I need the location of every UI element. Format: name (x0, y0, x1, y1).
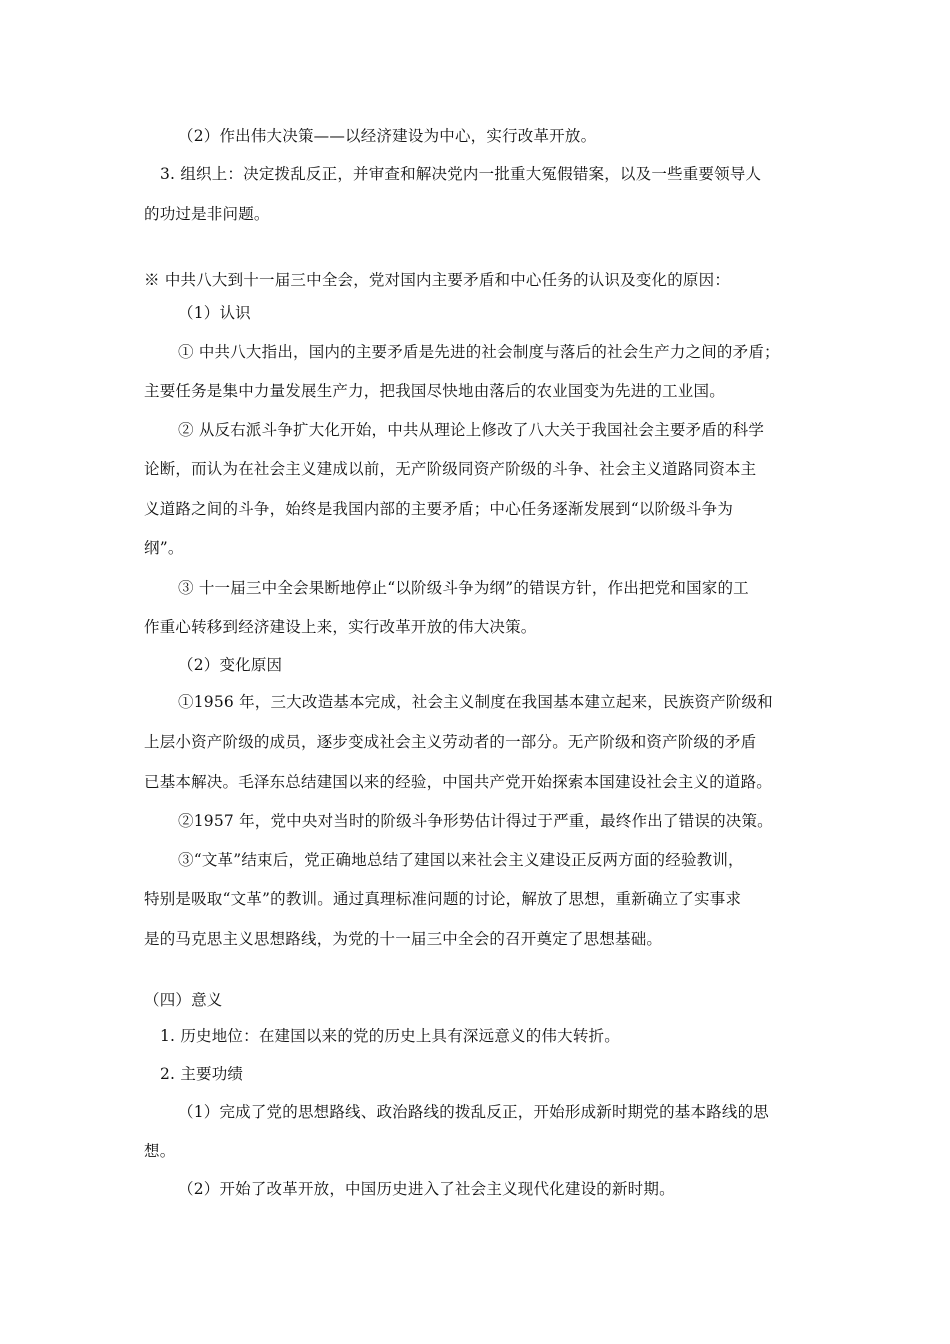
text-line: 1. 历史地位：在建国以来的党的历史上具有深远意义的伟大转折。 (160, 1027, 620, 1045)
text-line: 作重心转移到经济建设上来，实行改革开放的伟大决策。 (144, 618, 537, 636)
text-line: （2）开始了改革开放，中国历史进入了社会主义现代化建设的新时期。 (178, 1180, 675, 1198)
text-line: 的功过是非问题。 (144, 205, 270, 223)
text-line: ① 中共八大指出，国内的主要矛盾是先进的社会制度与落后的社会生产力之间的矛盾； (178, 343, 780, 361)
text-line: （2）作出伟大决策——以经济建设为中心，实行改革开放。 (178, 127, 597, 145)
text-line: ①1956 年，三大改造基本完成，社会主义制度在我国基本建立起来，民族资产阶级和 (178, 693, 773, 711)
text-line: ③ 十一届三中全会果断地停止“以阶级斗争为纲”的错误方针，作出把党和国家的工 (178, 579, 749, 597)
text-line: 义道路之间的斗争，始终是我国内部的主要矛盾；中心任务逐渐发展到“以阶级斗争为 (144, 500, 734, 518)
text-line: 特别是吸取“文革”的教训。通过真理标准问题的讨论，解放了思想，重新确立了实事求 (144, 890, 742, 908)
text-line: 已基本解决。毛泽东总结建国以来的经验，中国共产党开始探索本国建设社会主义的道路。 (144, 773, 773, 791)
section-heading: （四）意义 (144, 991, 223, 1009)
text-line: （1）认识 (178, 304, 251, 322)
text-line: 上层小资产阶级的成员，逐步变成社会主义劳动者的一部分。无产阶级和资产阶级的矛盾 (144, 733, 757, 751)
text-line: 2. 主要功绩 (160, 1065, 244, 1083)
text-line: ②1957 年，党中央对当时的阶级斗争形势估计得过于严重，最终作出了错误的决策。 (178, 812, 773, 830)
text-line: 纲”。 (144, 539, 184, 557)
text-line: 3. 组织上：决定拨乱反正，并审查和解决党内一批重大冤假错案，以及一些重要领导人 (160, 165, 762, 183)
text-line: 想。 (144, 1142, 176, 1160)
text-line: （2）变化原因 (178, 656, 283, 674)
text-line: ② 从反右派斗争扩大化开始，中共从理论上修改了八大关于我国社会主要矛盾的科学 (178, 421, 765, 439)
text-line: （1）完成了党的思想路线、政治路线的拨乱反正，开始形成新时期党的基本路线的思 (178, 1103, 769, 1121)
text-line: 是的马克思主义思想路线，为党的十一届三中全会的召开奠定了思想基础。 (144, 930, 663, 948)
text-line: 论断，而认为在社会主义建成以前，无产阶级同资产阶级的斗争、社会主义道路同资本主 (144, 460, 757, 478)
text-line: ③“文革”结束后，党正确地总结了建国以来社会主义建设正反两方面的经验教训， (178, 851, 744, 869)
text-line: ※ 中共八大到十一届三中全会，党对国内主要矛盾和中心任务的认识及变化的原因： (144, 271, 731, 289)
text-line: 主要任务是集中力量发展生产力，把我国尽快地由落后的农业国变为先进的工业国。 (144, 382, 725, 400)
